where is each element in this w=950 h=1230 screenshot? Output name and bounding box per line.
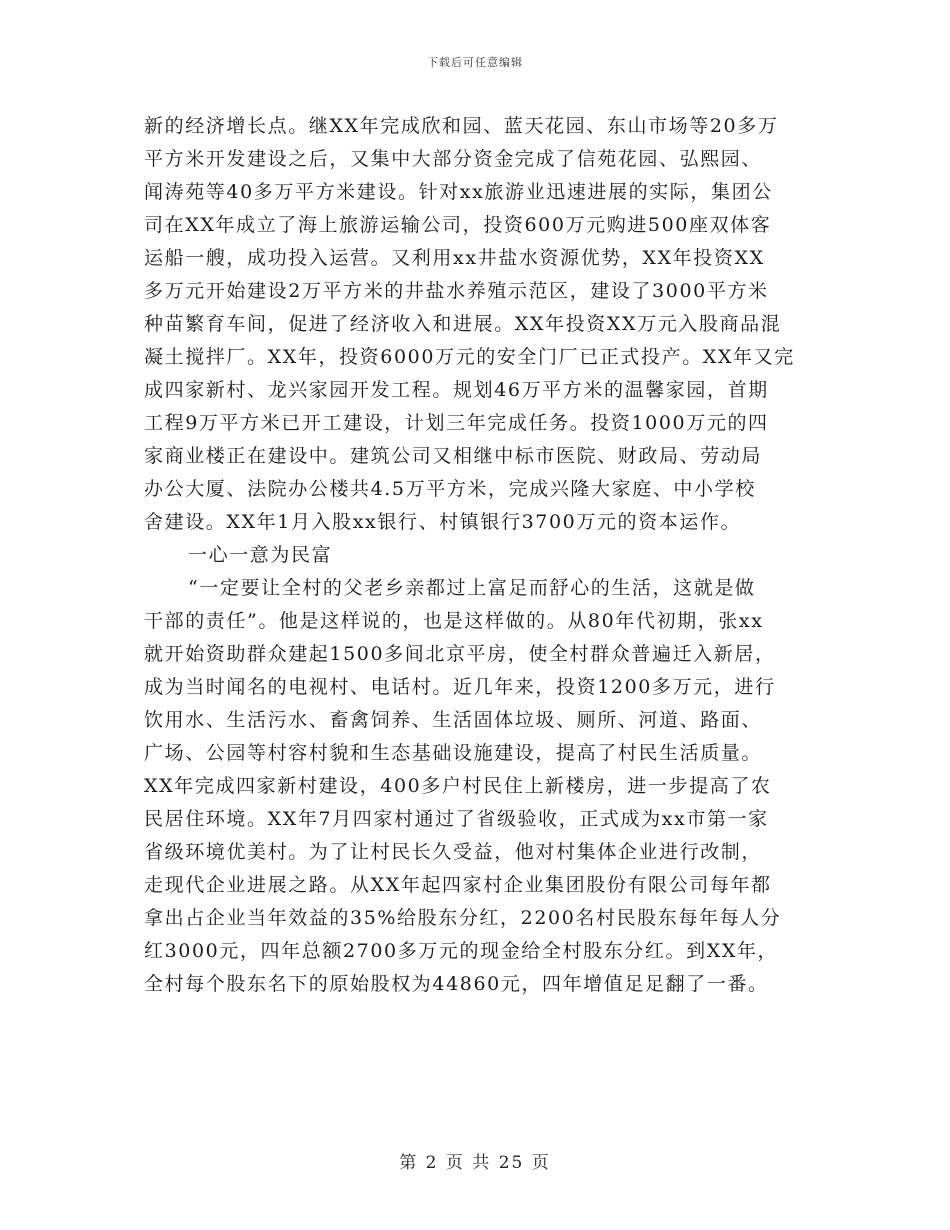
body-line: 走现代企业进展之路。从XX年起四家村企业集团股份有限公司每年都 [144, 874, 772, 896]
body-line: 成四家新村、龙兴家园开发工程。规划46万平方米的温馨家园，首期 [144, 379, 769, 401]
body-line: 新的经济增长点。继XX年完成欣和园、蓝天花园、东山市场等20多万 [144, 115, 779, 137]
body-line: 舍建设。XX年1月入股xx银行、村镇银行3700万元的资本运作。 [144, 511, 742, 533]
body-line: 红3000元，四年总额2700多万元的现金给全村股东分红。到XX年， [144, 940, 779, 962]
body-line: 拿出占企业当年效益的35%给股东分红，2200名村民股东每年每人分 [144, 907, 782, 929]
body-line: “一定要让全村的父老乡亲都过上富足而舒心的生活，这就是做 [188, 577, 756, 599]
body-line: 省级环境优美村。为了让村民长久受益，他对村集体企业进行改制， [144, 841, 763, 863]
body-line: 民居住环境。XX年7月四家村通过了省级验收，正式成为xx市第一家 [144, 808, 769, 830]
body-line: 司在XX年成立了海上旅游运输公司，投资600万元购进500座双体客 [144, 214, 772, 236]
body-line: 平方米开发建设之后，又集中大部分资金完成了信苑花园、弘熙园、 [144, 148, 763, 170]
body-line: 广场、公园等村容村貌和生态基础设施建设，提高了村民生活质量。 [144, 742, 763, 764]
body-line: 就开始资助群众建起1500多间北京平房，使全村群众普遍迁入新居， [144, 643, 776, 665]
body-line: 全村每个股东名下的原始股权为44860元，四年增值足足翻了一番。 [144, 973, 769, 995]
body-line: 运船一艘，成功投入运营。又利用xx井盐水资源优势，XX年投资XX [144, 247, 765, 269]
body-line: 饮用水、生活污水、畜禽饲养、生活固体垃圾、厕所、河道、路面、 [144, 709, 763, 731]
section-heading: 一心一意为民富 [188, 544, 333, 566]
page-header-note: 下载后可任意编辑 [427, 56, 523, 69]
body-line: 干部的责任”。他是这样说的，也是这样做的。从80年代初期，张xx [144, 610, 764, 632]
body-line: 多万元开始建设2万平方米的井盐水养殖示范区，建设了3000平方米 [144, 280, 769, 302]
document-body [144, 110, 808, 1001]
body-line: 工程9万平方米已开工建设，计划三年完成任务。投资1000万元的四 [144, 412, 769, 434]
body-line: 办公大厦、法院办公楼共4.5万平方米，完成兴隆大家庭、中小学校 [144, 478, 756, 500]
body-line: XX年完成四家新村建设，400多户村民住上新楼房，进一步提高了农 [144, 775, 772, 797]
body-line: 闻涛苑等40多万平方米建设。针对xx旅游业迅速进展的实际，集团公 [144, 181, 773, 203]
page-number: 第 2 页 共 25 页 [399, 1153, 551, 1173]
body-line: 种苗繁育车间，促进了经济收入和进展。XX年投资XX万元入股商品混 [144, 313, 782, 335]
body-line: 凝土搅拌厂。XX年，投资6000万元的安全门厂已正式投产。XX年又完 [144, 346, 795, 368]
body-line: 成为当时闻名的电视村、电话村。近几年来，投资1200多万元，进行 [144, 676, 776, 698]
body-line: 家商业楼正在建设中。建筑公司又相继中标市医院、财政局、劳动局 [144, 445, 763, 467]
